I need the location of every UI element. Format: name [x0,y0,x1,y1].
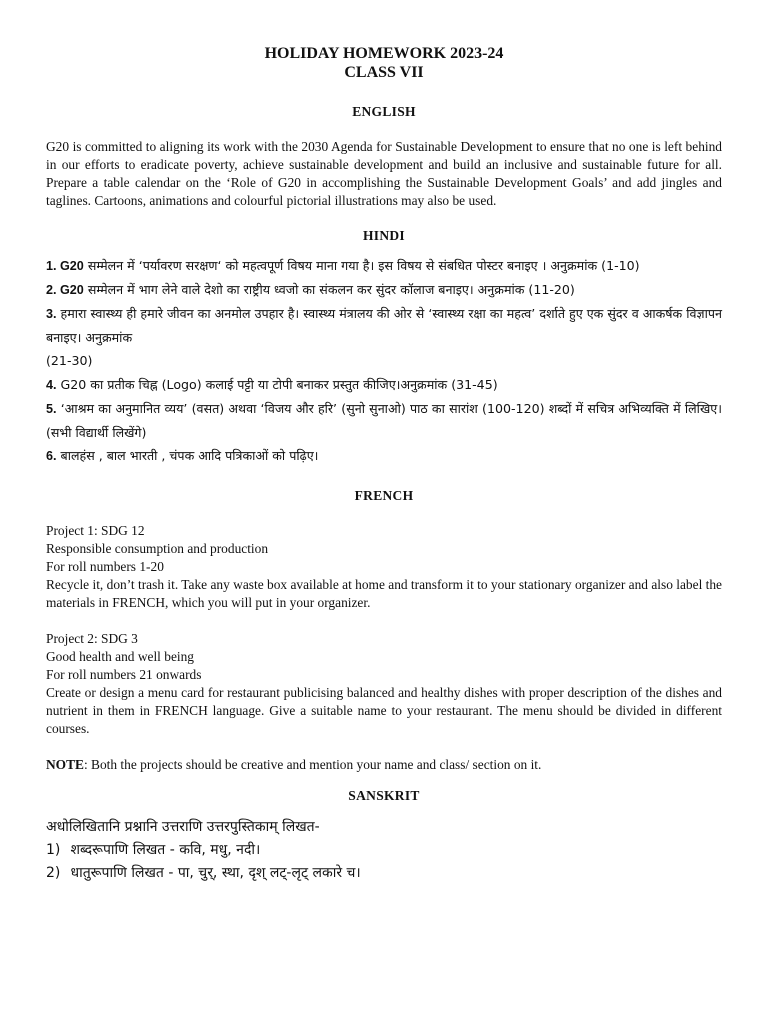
project-1-title: Responsible consumption and production [46,541,269,556]
hindi-item-number: 2. G20 [46,283,84,297]
project-2-rolls: For roll numbers 21 onwards [46,667,202,682]
french-note [46,756,722,774]
sanskrit-item [46,839,722,862]
hindi-item-text: बालहंस , बाल भारती , चंपक आदि पत्रिकाओं को पढ़िए। [56,448,319,463]
sanskrit-item [46,862,722,885]
sanskrit-item-number: 2) [46,865,61,881]
sanskrit-section [46,816,722,885]
hindi-item [46,278,722,302]
hindi-item-text: हमारा स्वास्थ्य ही हमारे जीवन का अनमोल उपहार है। स्वास्थ्य मंत्रालय की ओर से ‘स्वास्थ्य रक्षा का महत्व’ दर्शाते हुए एक सुंदर व आकर्षक विज्ञापन बनाइए। अनुक्रमांक [46,306,722,345]
project-1-label: Project 1: SDG 12 [46,523,145,538]
hindi-item [46,302,722,349]
hindi-heading: HINDI [362,228,405,243]
document-subtitle: CLASS VII [344,64,424,81]
hindi-item [46,349,722,373]
hindi-item-text: G20 का प्रतीक चिह्न (Logo) कलाई पट्टी या टोपी बनाकर प्रस्तुत कीजिए।अनुक्रमांक (31-45) [56,377,498,392]
sanskrit-item-number: 1) [46,842,61,858]
english-heading: ENGLISH [352,104,416,119]
project-2-text: Create or design a menu card for restaurant publicising balanced and healthy dishes with proper description of the dishes and nutrient in them in FRENCH language. Give a suitable name to your restaurant. The menu should be divided in different courses. [46,685,722,736]
project-2-label: Project 2: SDG 3 [46,631,138,646]
project-1-text: Recycle it, don’t trash it. Take any waste box available at home and transform it to your stationary organizer and also label the materials in FRENCH, which you will put in your organizer. [46,577,722,610]
hindi-item-text: सम्मेलन में भाग लेने वाले देशो का राष्ट्रीय ध्वजो का संकलन कर सुंदर कॉलाज बनाइए। अनुक्रमांक (11-20) [83,282,575,297]
hindi-list [46,254,722,468]
hindi-item [46,397,722,444]
note-label: NOTE [46,757,84,772]
hindi-item [46,254,722,278]
french-heading: FRENCH [354,488,414,503]
hindi-item-number: 5. [46,402,57,416]
project-1-rolls: For roll numbers 1-20 [46,559,164,574]
project-2-title: Good health and well being [46,649,195,664]
english-text: G20 is committed to aligning its work with the 2030 Agenda for Sustainable Development to ensure that no one is left behind in our efforts to eradicate poverty, achieve sustainable development and build an inclusive and sustainable future for all. Prepare a table calendar on the ‘Role of G20 in accomplishing the Sustainable Development Goals’ and add jingles and taglines. Cartoons, animations and colourful pictorial illustrations may also be used. [46,139,722,208]
hindi-item [46,373,722,397]
hindi-item-text: ‘आश्रम का अनुमानित व्यय’ (वसत) अथवा ‘विजय और हरि’ (सुनो सुनाओ) पाठ का सारांश (100-120) शब्दों में सचित्र अभिव्यक्ति में लिखिए। (सभी विद्यार्थी लिखेंगे) [46,401,722,440]
note-text: : Both the projects should be creative and mention your name and class/ section on it. [83,757,542,772]
hindi-item-number: 4. [46,378,57,392]
hindi-item-number: 1. G20 [46,259,84,273]
hindi-item [46,444,722,468]
hindi-item-text: सम्मेलन में ‘पर्यावरण सरक्षण‘ को महत्वपूर्ण विषय माना गया है। इस विषय से संबधित पोस्टर बनाइए । अनुक्रमांक (1-10) [83,258,640,273]
hindi-item-number: 6. [46,449,57,463]
sanskrit-item-text: शब्दरूपाणि लिखत - कवि, मधु, नदी। [70,842,261,858]
sanskrit-item-text: धातुरूपाणि लिखत - पा, चुर्, स्था, दृश् लट्-लृट् लकारे च। [70,865,361,881]
french-project-2 [46,630,722,738]
hindi-item-text: (21-30) [46,353,93,368]
document-title: HOLIDAY HOMEWORK 2023-24 [264,45,504,62]
french-project-1 [46,522,722,612]
sanskrit-heading: SANSKRIT [348,788,420,803]
sanskrit-intro: अधोलिखितानि प्रश्नानि उत्तराणि उत्तरपुस्तिकाम् लिखत- [46,819,320,835]
hindi-item-number: 3. [46,307,57,321]
